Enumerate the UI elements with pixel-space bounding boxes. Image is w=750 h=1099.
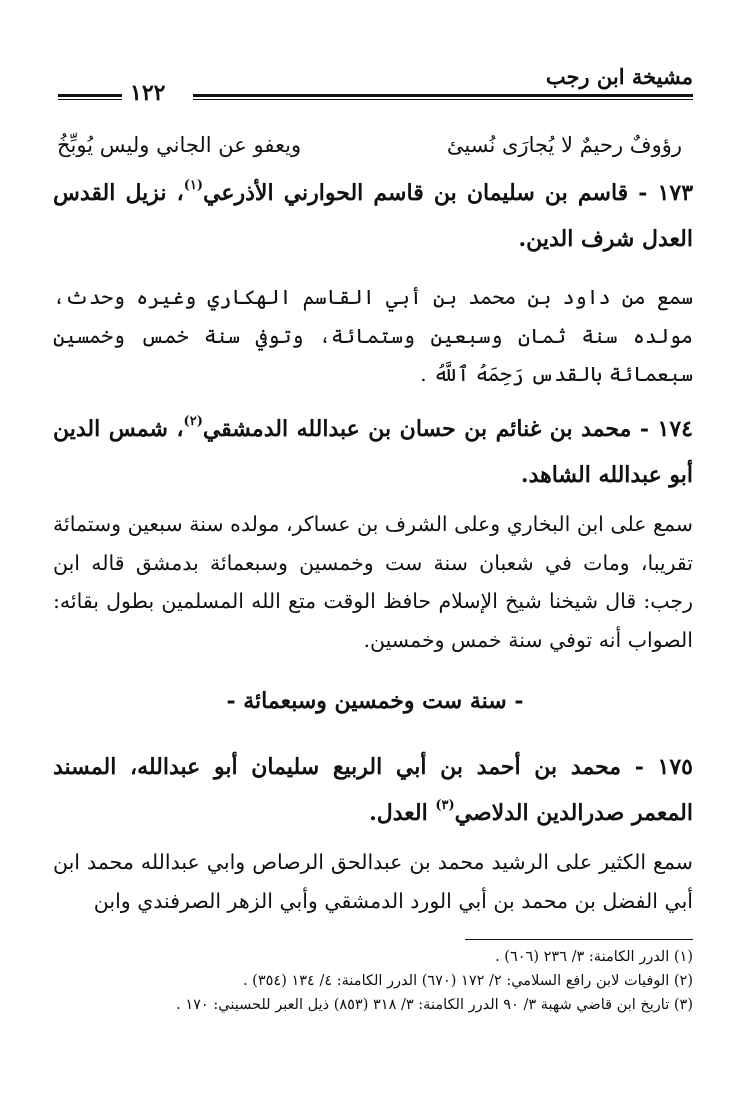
entry-heading-text-cont: ، شمس الدين أبو عبدالله الشاهد. [53, 416, 693, 488]
entry-heading-text: ١٧٣ - قاسم بن سليمان بن قاسم الحوارني الأذرعي [203, 180, 694, 206]
entry-heading-173 [53, 170, 693, 262]
entry-heading-175 [53, 744, 693, 836]
verse-left-hemistich: ويعفو عن الجاني وليس يُوبِّخُ [57, 133, 302, 157]
footnote-2: (٢) الوفيات لابن رافع السلامي: ٢/ ١٧٢ (٦٧٠) الدرر الكامنة: ٤/ ١٣٤ (٣٥٤) . [242, 973, 693, 989]
verse-right-hemistich: رؤوفٌ رحيمٌ لا يُجارَى نُسيئ [446, 133, 682, 157]
entry-heading-text-cont: العدل. [369, 800, 436, 826]
entry-heading-text: ١٧٥ - محمد بن أحمد بن أبي الربيع سليمان أبو عبدالله، المسند المعمر صدرالدين الدلاصي [53, 754, 693, 826]
header-rule-thin [193, 99, 693, 100]
footnote-ref-1: (١) [183, 177, 204, 193]
section-title: - سنة ست وخمسين وسبعمائة - [226, 688, 524, 714]
page-number: ١٢٢ [124, 80, 171, 106]
footnote-ref-3: (٣) [435, 797, 455, 813]
entry-body-173: سمع من داود بن محمد بن أبي القاسم الهكاري وغيره وحدث، مولده سنة ثمان وسبعين وستمائة، وتوفي سنة خمس وخمسين سبعمائة بالقدس رَحِمَهُ ٱللَّهُ . [53, 285, 693, 386]
page-header [58, 62, 693, 106]
page-number-rule-thick [58, 94, 122, 97]
footnote-separator [465, 939, 693, 940]
entry-heading-text-cont: ، نزيل القدس العدل شرف الدين. [53, 180, 693, 252]
footnote-3: (٣) تاريخ ابن قاضي شهبة ٣/ ٩٠ الدرر الكامنة: ٣/ ٣١٨ (٨٥٣) ذيل العبر للحسيني: ١٧٠ . [176, 997, 693, 1013]
entry-body-175: سمع الكثير على الرشيد محمد بن عبدالحق الرصاص وابي عبدالله محمد ابن أبي الفضل بن محمد بن أبي الورد الدمشقي وأبي الزهر الصرفندي وابن [53, 850, 693, 913]
entry-heading-174 [53, 406, 693, 498]
footnote-ref-2: (٢) [183, 413, 203, 429]
footnotes [53, 945, 693, 1017]
poetry-verse [57, 128, 682, 162]
running-title: مشيخة ابن رجب [545, 64, 693, 89]
header-rule-thick [193, 94, 693, 97]
page-number-rule-thin [58, 99, 122, 100]
entry-heading-text: ١٧٤ - محمد بن غنائم بن حسان بن عبدالله الدمشقي [202, 416, 693, 442]
entry-body-174: سمع على ابن البخاري وعلى الشرف بن عساكر، مولده سنة سبعين وستمائة تقريبا، ومات في شعبان سنة ست وخمسين وسبعمائة بدمشق قاله ابن رجب: قال شيخنا شيخ الإسلام حافظ الوقت متع الله المسلمين بطول بقائه: الصواب أنه توفي سنة خمس وخمسين. [53, 512, 693, 652]
footnote-1: (١) الدرر الكامنة: ٣/ ٢٣٦ (٦٠٦) . [495, 949, 693, 965]
